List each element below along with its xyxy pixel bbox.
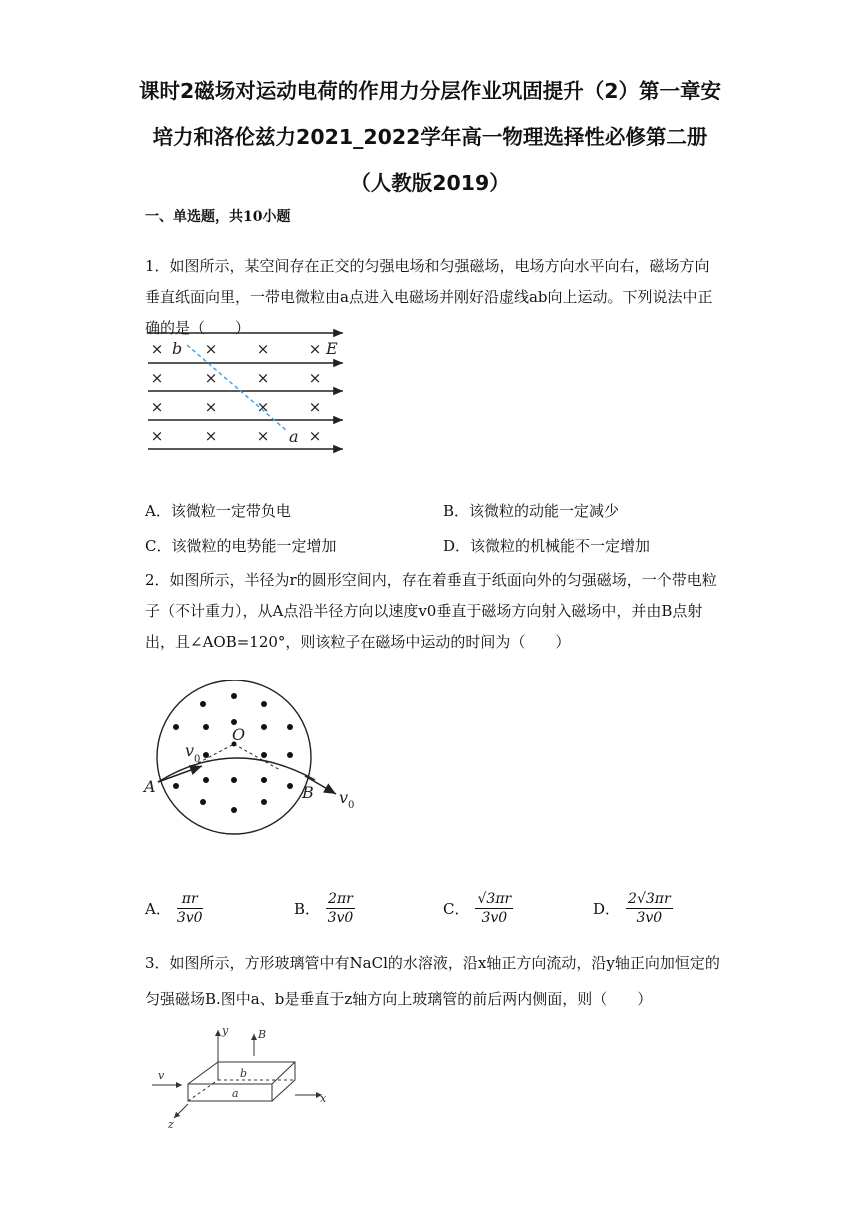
q1-option-b[interactable]: B．该微粒的动能一定减少	[443, 502, 620, 520]
field-x-mark: ×	[150, 427, 164, 445]
field-x-mark: ×	[308, 398, 322, 416]
face-a-label: a	[232, 1087, 239, 1100]
point-a-label: a	[289, 427, 299, 446]
field-x-mark: ×	[204, 427, 218, 445]
fraction	[475, 890, 513, 927]
field-E-label: E	[326, 339, 338, 358]
numerator: πr	[177, 890, 203, 909]
q1-option-a[interactable]: A．该微粒一定带负电	[145, 502, 291, 520]
section-heading: 一、单选题，共10小题	[145, 209, 291, 225]
field-x-mark: ×	[308, 340, 322, 358]
field-x-mark: ×	[204, 340, 218, 358]
field-x-mark: ×	[150, 340, 164, 358]
fraction	[326, 890, 355, 927]
field-x-mark: ×	[308, 427, 322, 445]
figure-q3-tube	[150, 1022, 340, 1134]
q2-option-c[interactable]	[443, 890, 513, 927]
radius-OB	[234, 744, 280, 770]
field-x-mark: ×	[150, 398, 164, 416]
axis-x-label: x	[320, 1092, 327, 1105]
dashed-path-ab	[187, 345, 287, 431]
numerator: 2πr	[328, 891, 353, 907]
question-2-text: 2．如图所示，半径为r的圆形空间内，存在着垂直于纸面向外的匀强磁场，一个带电粒子（不计重力），从A点沿半径方向以速度v0垂直于磁场方向射入磁场中，并由B点射出，且∠AOB=120°，则该粒子在磁场中运动的时间为（ ）	[145, 571, 717, 651]
axis-y-label: y	[222, 1024, 229, 1037]
denominator: 3v0	[176, 910, 203, 926]
v0-label-exit: v	[339, 788, 349, 807]
field-x-mark: ×	[204, 398, 218, 416]
fraction	[177, 890, 203, 927]
velocity-v-label: v	[158, 1069, 165, 1082]
center-O-label: O	[232, 725, 246, 744]
denominator: 3v0	[481, 910, 508, 926]
question-3-text: 3．如图所示，方形玻璃管中有NaCl的水溶液，沿x轴正方向流动，沿y轴正向加恒定的匀强磁场B.图中a、b是垂直于z轴方向上玻璃管的前后两内侧面，则（ ）	[145, 954, 720, 1008]
question-1-text: 1．如图所示，某空间存在正交的匀强电场和匀强磁场，电场方向水平向右，磁场方向垂直纸面向里，一带电微粒由a点进入电磁场并刚好沿虚线ab向上运动。下列说法中正确的是（ ）	[145, 257, 713, 337]
point-b-label: b	[172, 339, 183, 358]
document-title: 课时2磁场对运动电荷的作用力分层作业巩固提升（2）第一章安培力和洛伦兹力2021_2022学年高一物理选择性必修第二册（人教版2019）	[138, 79, 722, 195]
v0-subscript-exit: 0	[348, 800, 355, 811]
field-x-mark: ×	[150, 369, 164, 387]
entry-velocity-arrow	[158, 766, 202, 782]
q1-option-c[interactable]: C．该微粒的电势能一定增加	[145, 537, 337, 555]
field-B-label: B	[258, 1028, 267, 1041]
q1-option-d[interactable]: D．该微粒的机械能不一定增加	[443, 537, 651, 555]
field-x-mark: ×	[256, 398, 270, 416]
numerator: 2√3πr	[628, 891, 671, 907]
figure-q1-field	[145, 325, 350, 460]
field-x-mark: ×	[256, 369, 270, 387]
option-letter: B．	[294, 900, 321, 918]
point-A-label: A	[144, 777, 156, 796]
denominator: 3v0	[327, 910, 354, 926]
field-x-mark: ×	[308, 369, 322, 387]
field-x-mark: ×	[256, 340, 270, 358]
numerator: √3πr	[477, 891, 512, 907]
v0-label-entry: v	[185, 741, 195, 760]
face-b-label: b	[240, 1067, 248, 1080]
denominator: 3v0	[636, 910, 663, 926]
figure-q2-circle	[140, 680, 380, 835]
option-letter: A．	[145, 900, 171, 918]
q2-option-d[interactable]	[593, 890, 673, 927]
field-x-mark: ×	[256, 427, 270, 445]
option-letter: C．	[443, 900, 470, 918]
field-x-mark: ×	[204, 369, 218, 387]
fraction	[626, 890, 673, 927]
q2-option-a[interactable]	[145, 890, 203, 927]
v0-subscript-entry: 0	[194, 754, 201, 765]
point-B-label: B	[302, 783, 314, 802]
q2-option-b[interactable]	[294, 890, 355, 927]
axis-z-label: z	[168, 1118, 174, 1131]
option-letter: D．	[593, 900, 621, 918]
